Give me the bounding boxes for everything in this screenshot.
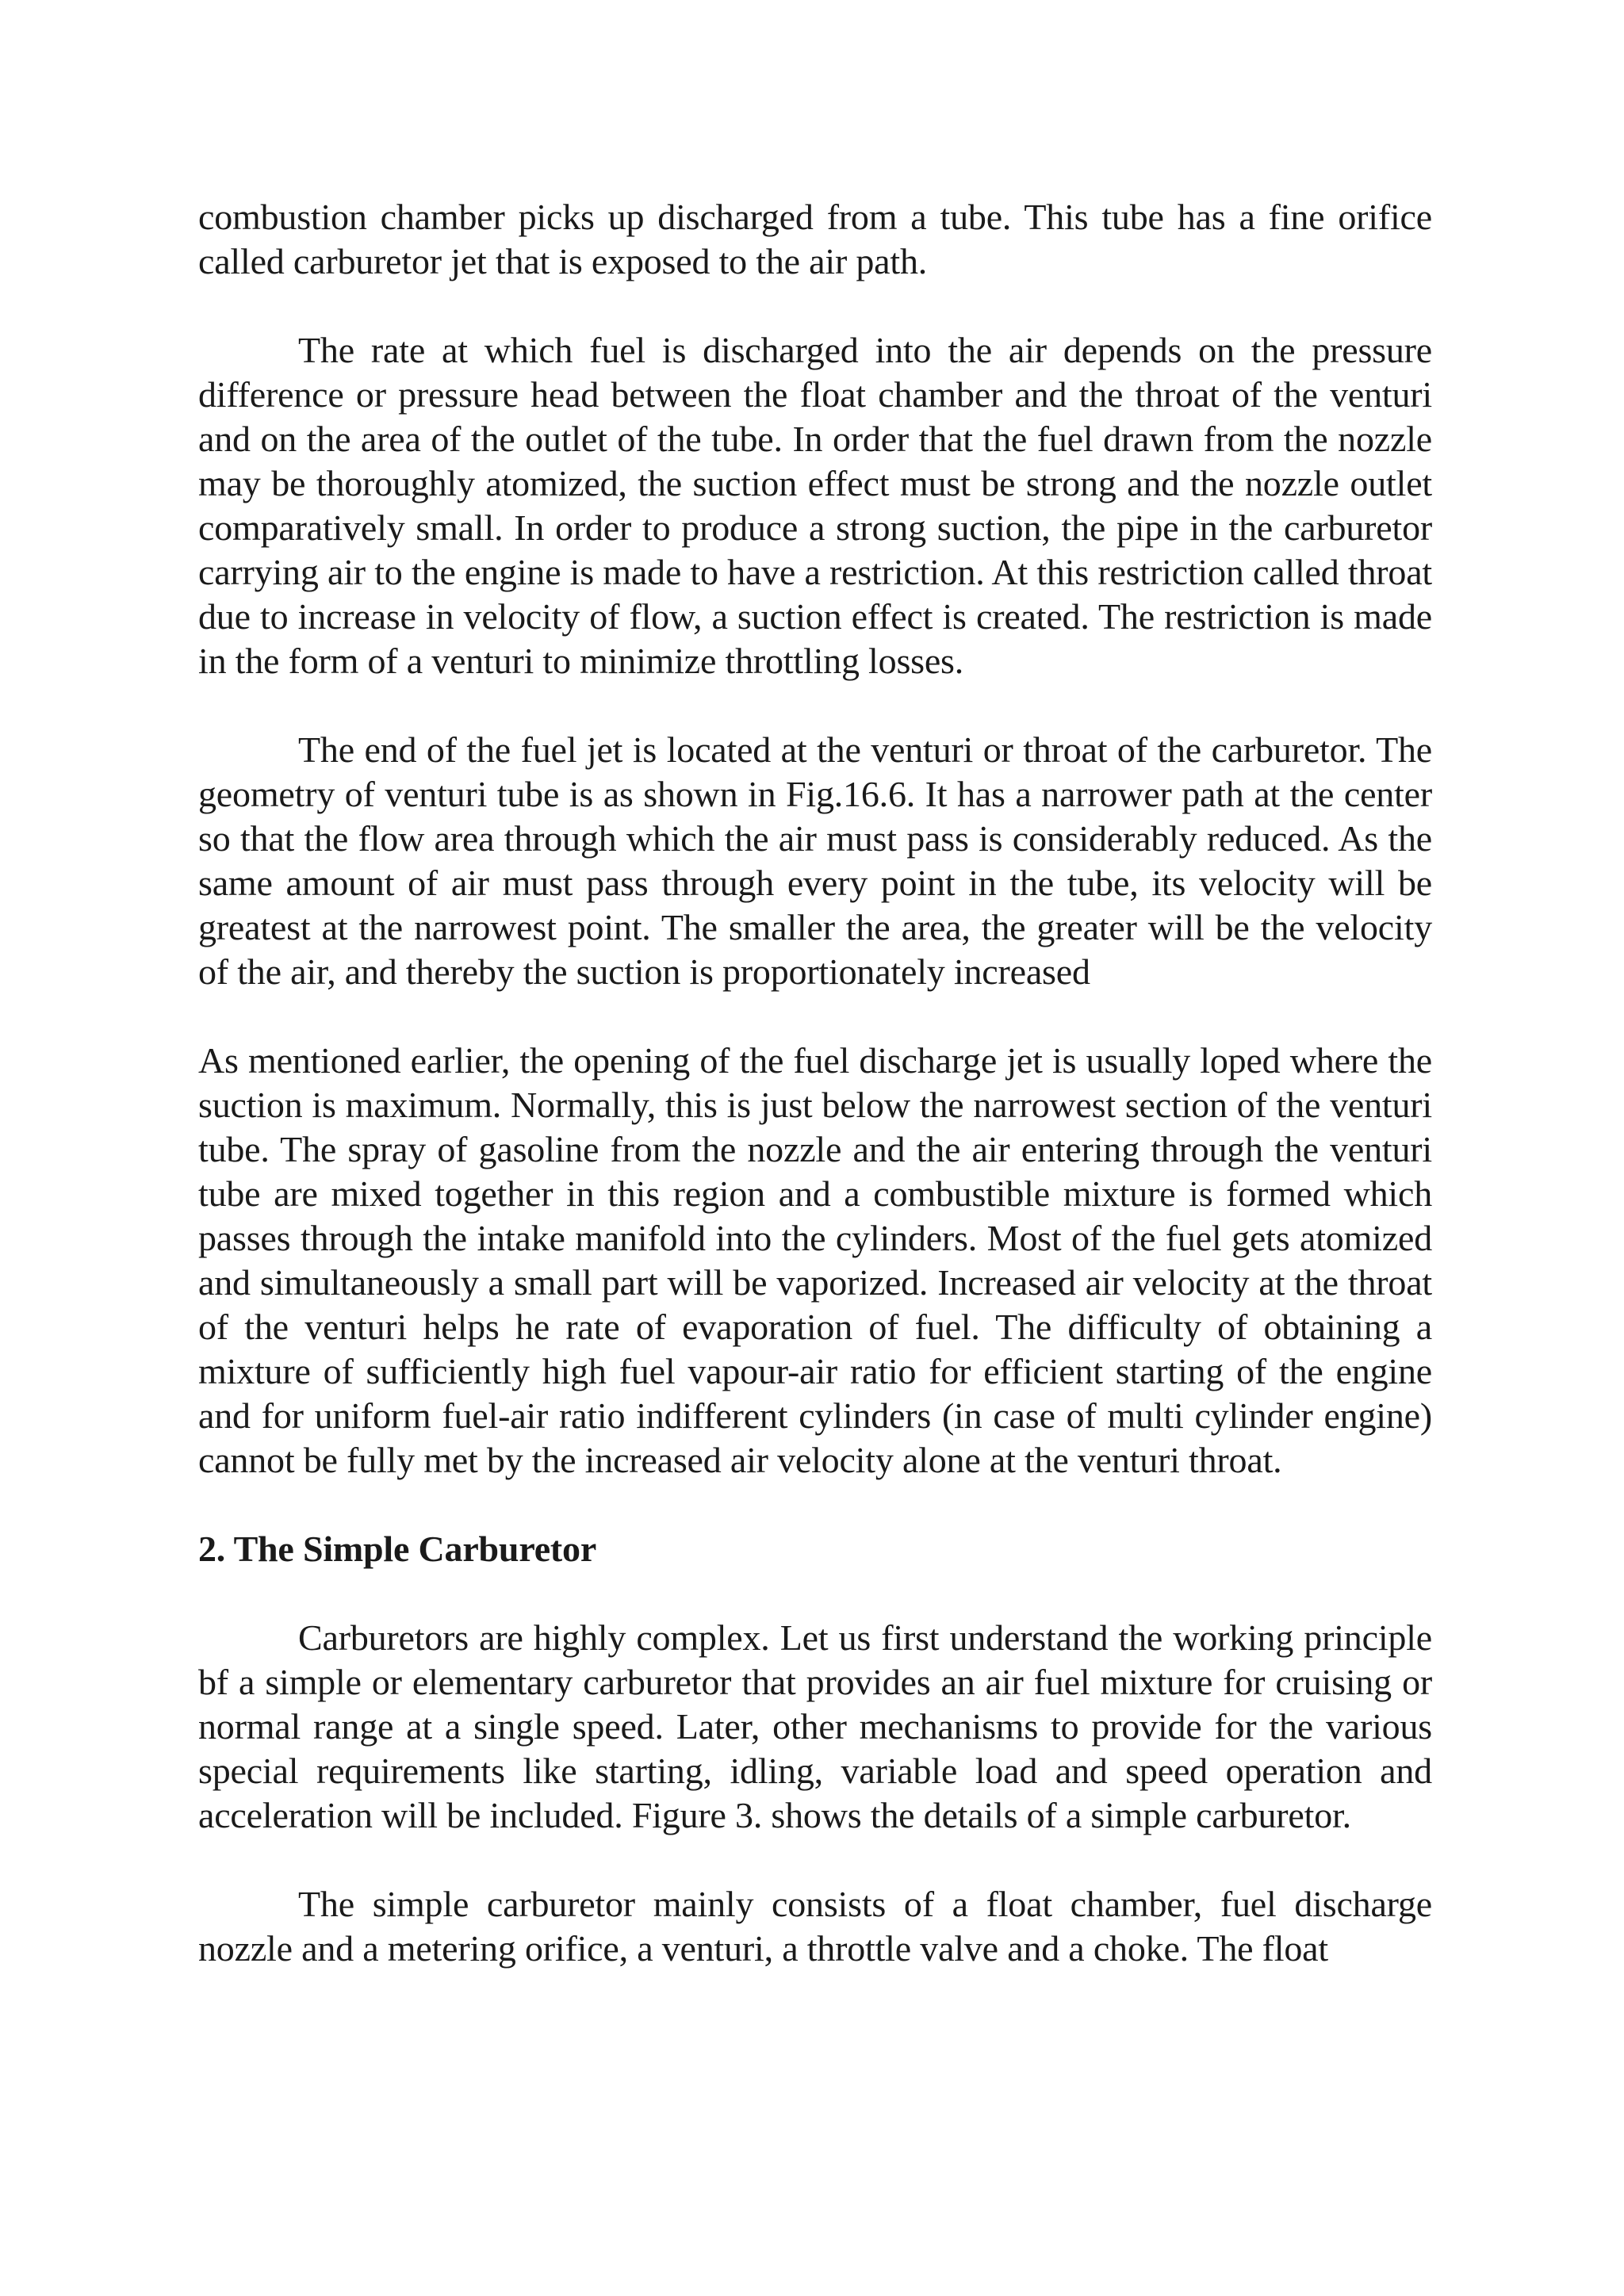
paragraph-discharge-rate: The rate at which fuel is discharged into the air depends on the pressure difference or pressure head between the float chamber and the throat of the venturi and on the area of the outlet of the tube. In order that the fuel drawn from the nozzle may be thoroughly atomized, the suction effect must be strong and the nozzle outlet comparatively small. In order to produce a strong suction, the pipe in the carburetor carrying air to the engine is made to have a restriction. At this restriction called throat due to increase in velocity of flow, a suction effect is created. The restriction is made in the form of a venturi to minimize throttling losses.	[198, 330, 1432, 681]
paragraph-fuel-discharge-jet: As mentioned earlier, the opening of the fuel discharge jet is usually loped where the suction is maximum. Normally, this is just below the narrowest section of the venturi tube. The spray of gasoline from the nozzle and the air entering through the venturi tube are mixed together in this region and a combustible mixture is formed which passes through the intake manifold into the cylinders. Most of the fuel gets atomized and simultaneously a small part will be vaporized. Increased air velocity at the throat of the venturi helps he rate of evaporation of fuel. The difficulty of obtaining a mixture of sufficiently high fuel vapour-air ratio for efficient starting of the engine and for uniform fuel-air ratio indifferent cylinders (in case of multi cylinder engine) cannot be fully met by the increased air velocity alone at the venturi throat.	[198, 1040, 1432, 1480]
paragraph-simple-carburetor-intro: Carburetors are highly complex. Let us first understand the working principle bf a simple or elementary carburetor that provides an air fuel mixture for cruising or normal range at a single speed. Later, other mechanisms to provide for the various special requirements like starting, idling, variable load and speed operation and acceleration will be included. Figure 3. shows the details of a simple carburetor.	[198, 1617, 1432, 1835]
document-page	[198, 195, 1432, 1971]
paragraph-carburetor-jet: combustion chamber picks up discharged from a tube. This tube has a fine orifice called carburetor jet that is exposed to the air path.	[198, 197, 1432, 281]
paragraph-venturi-geometry: The end of the fuel jet is located at the venturi or throat of the carburetor. The geometry of venturi tube is as shown in Fig.16.6. It has a narrower path at the center so that the flow area through which the air must pass is considerably reduced. As the same amount of air must pass through every point in the tube, its velocity will be greatest at the narrowest point. The smaller the area, the greater will be the velocity of the air, and thereby the suction is proportionately increased	[198, 729, 1432, 992]
paragraph-simple-carburetor-parts: The simple carburetor mainly consists of a float chamber, fuel discharge nozzle and a metering orifice, a venturi, a throttle valve and a choke. The float	[198, 1884, 1432, 1969]
section-heading: 2. The Simple Carburetor	[198, 1529, 597, 1569]
